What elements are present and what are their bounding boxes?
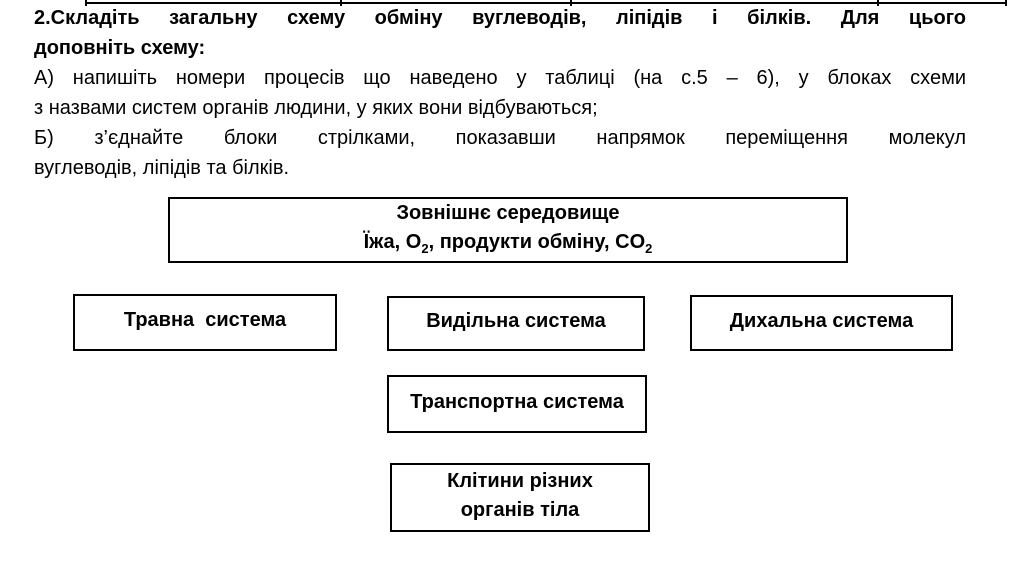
body-cells-box <box>390 463 650 532</box>
digestive-system-box <box>73 294 337 351</box>
external-environment-substances: Їжа, $O_2$, продукти обміну, $CO_2$ <box>363 231 653 256</box>
task-instructions <box>34 3 966 183</box>
subscript: 2 <box>645 241 653 256</box>
task-item-b-line-1: Б) з’єднайте блоки стрілками, показавши напрямок переміщення молекул <box>34 127 966 149</box>
excretory-system-box <box>387 296 645 351</box>
excretory-system-label: Видільна система <box>426 310 606 332</box>
body-cells-label-line-1: Клітини різних <box>447 469 593 492</box>
task-heading-line-2: доповніть схему: <box>34 37 206 59</box>
task-item-a-line-2: з назвами систем органів людини, у яких вони відбуваються; <box>34 97 598 119</box>
task-item-b-line-2: вуглеводів, ліпідів та білків. <box>34 157 290 179</box>
digestive-system-label: Травна система <box>123 309 287 331</box>
external-environment-box <box>168 197 848 263</box>
transport-system-label: Транспортна система <box>410 390 624 413</box>
task-heading-line-1: 2.Складіть загальну схему обміну вуглеводів, ліпідів і білків. Для цього <box>34 7 966 29</box>
respiratory-system-label: Дихальна система <box>729 309 914 332</box>
table-column-border <box>1005 0 1007 6</box>
respiratory-system-box <box>690 295 953 351</box>
subscript: 2 <box>421 241 429 256</box>
transport-system-box <box>387 375 647 433</box>
body-cells-label-line-2: органів тіла <box>460 498 580 521</box>
external-environment-title: Зовнішнє середовище <box>396 202 620 224</box>
task-item-a-line-1: А) напишіть номери процесів що наведено у таблиці (на с.5 – 6), у блоках схеми <box>34 67 966 89</box>
